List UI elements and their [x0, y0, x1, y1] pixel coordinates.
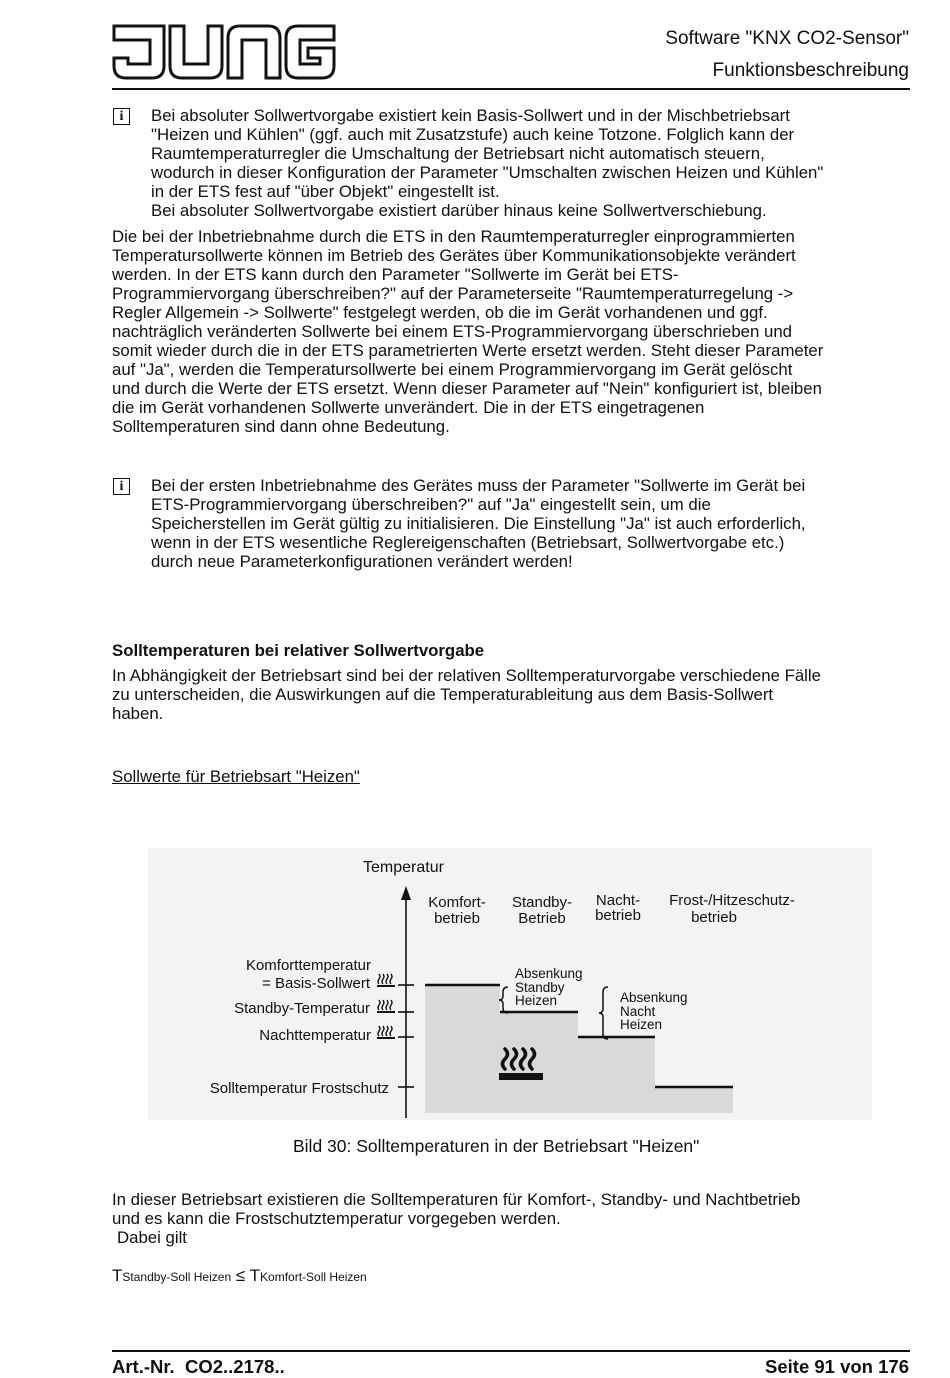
note-1-line: Bei absoluter Sollwertvorgabe existiert darüber hinaus keine Sollwertverschiebung.: [151, 201, 767, 220]
paragraph-line: und durch die Werte der ETS ersetzt. Wenn dieser Parameter auf "Nein" konfiguriert ist, bleiben: [112, 379, 822, 398]
level-label: Nachttemperatur: [259, 1027, 371, 1044]
paragraph-line: Die bei der Inbetriebnahme durch die ETS in den Raumtemperaturregler einprogrammierten: [112, 227, 795, 246]
formula-subscript: Standby-Soll Heizen: [122, 1270, 232, 1284]
formula-var: T: [249, 1266, 261, 1285]
note-2-line: wenn in der ETS wesentliche Reglereigenschaften (Betriebsart, Sollwertvorgabe etc.): [151, 533, 785, 552]
jung-logo: [112, 24, 336, 80]
annotation-text: Absenkung: [515, 966, 583, 981]
paragraph-line: die im Gerät vorhandenen Sollwerte unverändert. Die in der ETS eingetragenen: [112, 398, 705, 417]
info-icon: i: [113, 108, 130, 125]
article-number: Art.-Nr. CO2..2178..: [112, 1356, 285, 1377]
note-2-line: Bei der ersten Inbetriebnahme des Gerätes muss der Parameter "Sollwerte im Gerät bei: [151, 476, 806, 495]
mode-label: Nacht-: [595, 892, 641, 909]
annotation-text: Nacht: [620, 1004, 656, 1019]
section-line: zu unterscheiden, die Auswirkungen auf die Temperaturableitung aus dem Basis-Sollwert: [112, 685, 774, 704]
section-line: haben.: [112, 704, 164, 723]
page-number: Seite 91 von 176: [765, 1356, 909, 1377]
header-rule: [112, 88, 910, 90]
level-label: Komforttemperatur: [245, 957, 371, 974]
mode-label: Frost-/Hitzeschutz-: [669, 892, 795, 909]
mode-label: Betrieb: [518, 910, 566, 927]
setpoint-diagram: [148, 848, 872, 1120]
section-line: In Abhängigkeit der Betriebsart sind bei der relativen Solltemperaturvorgabe verschiedene Fälle: [112, 666, 821, 685]
annotation-text: Heizen: [515, 993, 558, 1008]
level-label: = Basis-Sollwert: [262, 975, 370, 992]
note-1-line: Raumtemperaturregler die Umschaltung der Betriebsart nicht automatisch steuern,: [151, 144, 765, 163]
paragraph-line: werden. In der ETS kann durch den Parameter "Sollwerte im Gerät bei ETS-: [112, 265, 679, 284]
note-1-line: wodurch in dieser Konfiguration der Parameter "Umschalten zwischen Heizen und Kühlen": [151, 163, 824, 182]
mode-label: betrieb: [691, 909, 737, 926]
figure-caption: Bild 30: Solltemperaturen in der Betriebsart "Heizen": [293, 1136, 700, 1156]
note-2-line: Speicherstellen im Gerät gültig zu initialisieren. Die Einstellung "Ja" ist auch erforderlich,: [151, 514, 806, 533]
paragraph-line: auf "Ja", werden die Temperatursollwerte bei einem Programmiervorgang im Gerät gelöscht: [112, 360, 793, 379]
paragraph-line: und es kann die Frostschutztemperatur vorgegeben werden.: [112, 1209, 561, 1228]
note-1-line: in der ETS fest auf "über Objekt" eingestellt ist.: [151, 182, 500, 201]
note-2-line: ETS-Programmiervorgang überschreiben?" auf "Ja" eingestellt sein, um die: [151, 495, 711, 514]
mode-label: Standby-: [511, 894, 573, 911]
note-1: [151, 106, 823, 220]
heating-icon-base: [499, 1073, 543, 1080]
mode-label: Komfort-: [428, 894, 486, 911]
subheading-heating: Sollwerte für Betriebsart "Heizen": [112, 767, 360, 786]
paragraph-setpoints: [112, 227, 823, 436]
paragraph-line: In dieser Betriebsart existieren die Solltemperaturen für Komfort-, Standby- und Nachtbetrieb: [112, 1190, 801, 1209]
paragraph-line: somit wieder durch die in der ETS parametrierten Werte ersetzt werden. Steht dieser Parameter: [112, 341, 824, 360]
paragraph-line: Programmiervorgang überschreiben?" auf der Parameterseite "Raumtemperaturregelung ->: [112, 284, 794, 303]
annotation-text: Absenkung: [620, 990, 688, 1005]
formula: [112, 1266, 367, 1286]
paragraph-line: Dabei gilt: [117, 1228, 187, 1247]
mode-label: betrieb: [595, 907, 641, 924]
document-title: Software "KNX CO2-Sensor": [665, 28, 909, 49]
paragraph-line: Solltemperaturen sind dann ohne Bedeutung.: [112, 417, 450, 436]
level-label: Standby-Temperatur: [234, 1000, 370, 1017]
paragraph-line: nachträglich veränderten Sollwerte bei einem ETS-Programmiervorgang überschrieben und: [112, 322, 792, 341]
note-2-line: durch neue Parameterkonfigurationen verändert werden!: [151, 552, 573, 571]
formula-operator: ≤: [235, 1266, 246, 1285]
formula-subscript: Komfort-Soll Heizen: [260, 1270, 367, 1284]
paragraph-line: Regler Allgemein -> Sollwerte" festgelegt werden, ob die im Gerät vorhandenen und ggf.: [112, 303, 768, 322]
note-2: [151, 476, 806, 571]
mode-label: betrieb: [434, 910, 480, 927]
section-heading: Solltemperaturen bei relativer Sollwertvorgabe: [112, 641, 485, 660]
info-icon: i: [113, 478, 130, 495]
note-1-line: Bei absoluter Sollwertvorgabe existiert kein Basis-Sollwert und in der Mischbetriebsart: [151, 106, 790, 125]
annotation-text: Heizen: [620, 1017, 663, 1032]
formula-var: T: [112, 1266, 123, 1285]
document-subtitle: Funktionsbeschreibung: [712, 60, 909, 81]
paragraph-line: Temperatursollwerte können im Betrieb des Gerätes über Kommunikationsobjekte verändert: [112, 246, 796, 265]
paragraph-heating: [112, 1190, 800, 1247]
section-intro: [112, 666, 821, 723]
level-label: Solltemperatur Frostschutz: [209, 1080, 389, 1097]
y-axis-label: Temperatur: [363, 859, 444, 876]
note-1-line: "Heizen und Kühlen" (ggf. auch mit Zusatzstufe) auch keine Totzone. Folglich kann der: [151, 125, 795, 144]
footer-rule: [112, 1350, 910, 1352]
annotation-text: Standby: [515, 980, 565, 995]
